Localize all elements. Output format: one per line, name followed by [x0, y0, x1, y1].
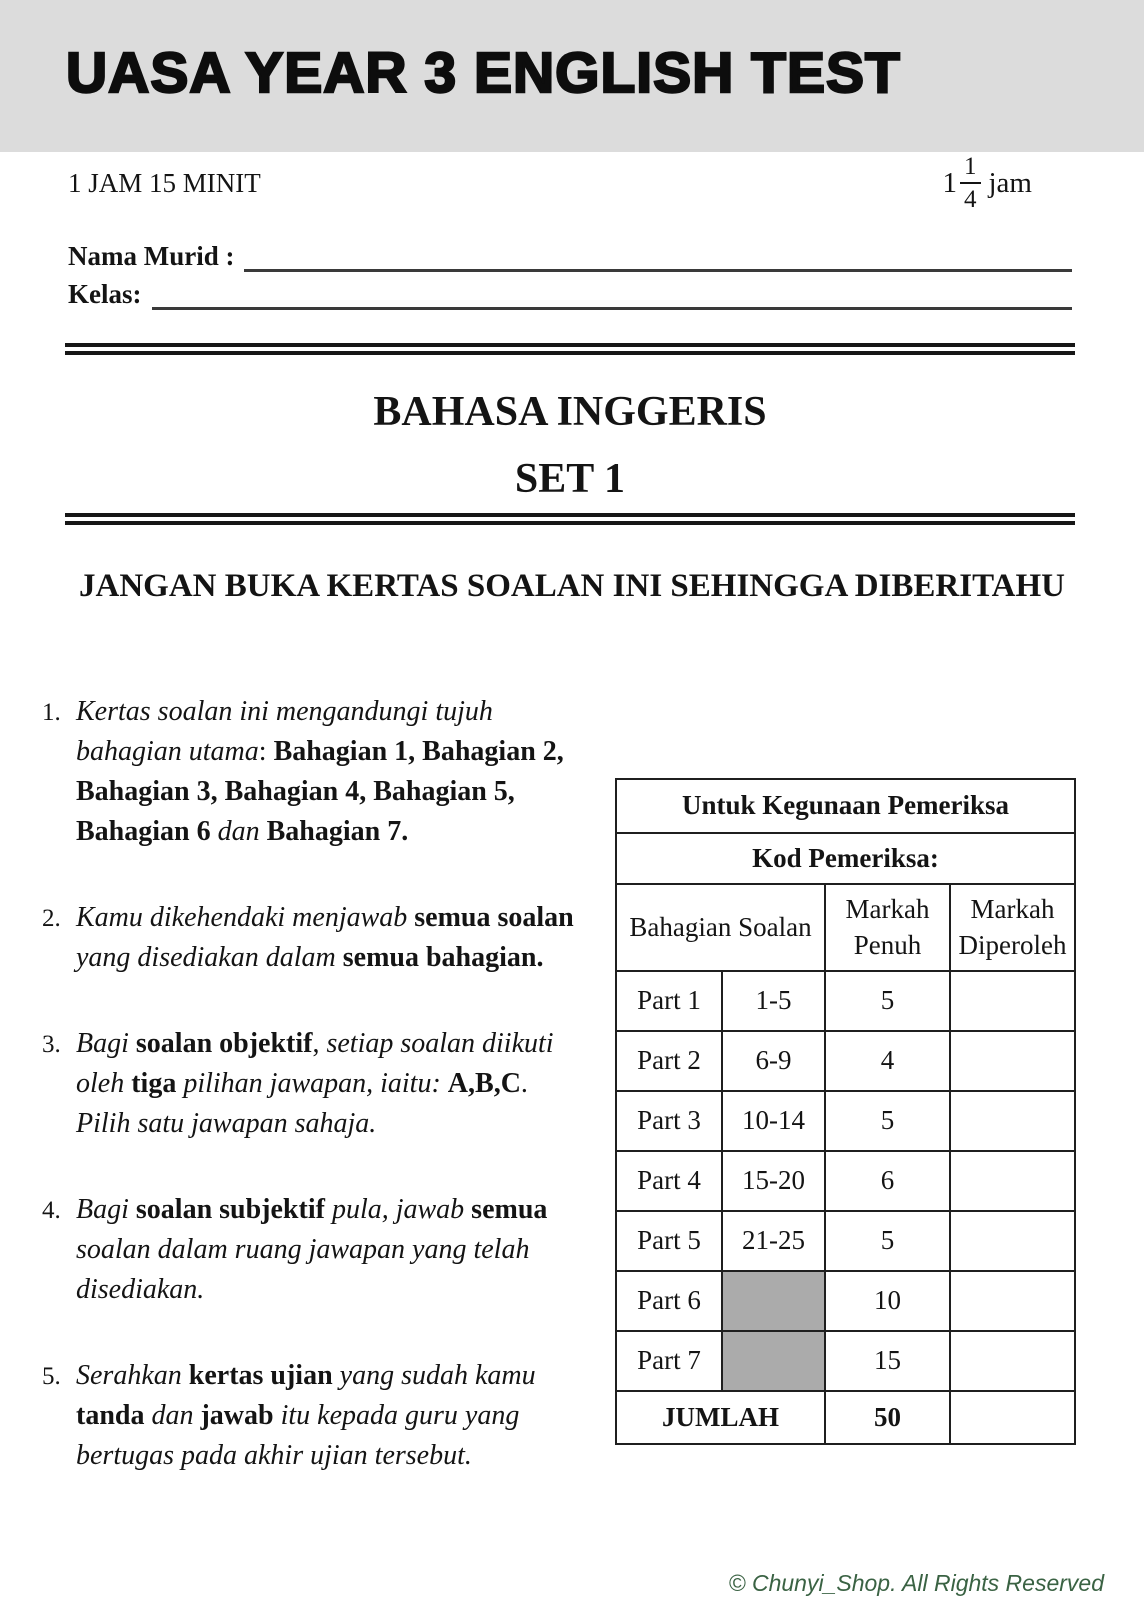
full-marks-cell: 5 [825, 971, 950, 1031]
meta-row [68, 146, 1032, 220]
table-part-row [616, 1331, 1075, 1391]
instruction-number: 1. [42, 699, 61, 726]
instruction-number: 5. [42, 1363, 61, 1390]
instruction-text: Bagi soalan objektif, setiap soalan diikuti oleh tiga pilihan jawapan, iaitu: A,B,C. Pilih satu jawapan sahaja. [76, 1028, 554, 1139]
examiner-table [615, 778, 1076, 1445]
instruction-number: 2. [42, 905, 61, 932]
full-marks-cell: 5 [825, 1091, 950, 1151]
obtained-cell [950, 1151, 1075, 1211]
column-header-bahagian-soalan: Bahagian Soalan [616, 884, 825, 971]
part-cell: Part 6 [616, 1271, 722, 1331]
set-heading: SET 1 [514, 456, 626, 502]
examiner-table-body [616, 779, 1075, 1444]
part-cell: Part 7 [616, 1331, 722, 1391]
instruction-text: Kertas soalan ini mengandungi tujuh bahagian utama: Bahagian 1, Bahagian 2, Bahagian 3, Bahagian 4, Bahagian 5, Bahagian 6 dan Bahagian 7. [76, 696, 564, 847]
part-cell: Part 1 [616, 971, 722, 1031]
instruction-item [42, 1190, 582, 1310]
examiner-code-label: Kod Pemeriksa: [616, 833, 1075, 884]
table-title-row [616, 779, 1075, 833]
total-label-cell: JUMLAH [616, 1391, 825, 1444]
questions-cell: 21-25 [722, 1211, 825, 1271]
total-obtained-cell [950, 1391, 1075, 1444]
full-marks-cell: 15 [825, 1331, 950, 1391]
questions-cell [722, 1331, 825, 1391]
divider-rule-top [65, 343, 1075, 355]
table-part-row [616, 971, 1075, 1031]
fraction-stack [960, 154, 981, 212]
class-field-label: Kelas: [68, 279, 142, 310]
part-cell: Part 5 [616, 1211, 722, 1271]
part-cell: Part 4 [616, 1151, 722, 1211]
obtained-cell [950, 1211, 1075, 1271]
fraction-unit: jam [988, 166, 1032, 199]
class-write-in-line [152, 279, 1073, 310]
table-part-row [616, 1151, 1075, 1211]
instruction-item [42, 1024, 582, 1144]
obtained-cell [950, 1331, 1075, 1391]
table-part-row [616, 1091, 1075, 1151]
total-marks-cell: 50 [825, 1391, 950, 1444]
duration-fraction [943, 154, 1033, 212]
instruction-text: Serahkan kertas ujian yang sudah kamu tanda dan jawab itu kepada guru yang bertugas pada akhir ujian tersebut. [76, 1360, 536, 1471]
name-write-in-line [244, 241, 1072, 272]
fraction-denominator: 4 [964, 186, 977, 213]
column-header-markah-penuh: Markah Penuh [825, 884, 950, 971]
student-fields [68, 238, 1072, 310]
full-marks-cell: 10 [825, 1271, 950, 1331]
name-field-row [68, 238, 1072, 272]
obtained-cell [950, 971, 1075, 1031]
questions-cell: 1-5 [722, 971, 825, 1031]
questions-cell [722, 1271, 825, 1331]
warning-heading: JANGAN BUKA KERTAS SOALAN INI SEHINGGA DIBERITAHU [79, 568, 1065, 604]
questions-cell: 15-20 [722, 1151, 825, 1211]
fraction-whole: 1 [942, 166, 957, 199]
instruction-text: Bagi soalan subjektif pula, jawab semua soalan dalam ruang jawapan yang telah disediakan. [76, 1194, 548, 1305]
class-field-row [68, 276, 1072, 310]
title-banner [0, 0, 1144, 152]
obtained-cell [950, 1271, 1075, 1331]
questions-cell: 10-14 [722, 1091, 825, 1151]
table-part-row [616, 1031, 1075, 1091]
instruction-item [42, 692, 582, 852]
full-marks-cell: 5 [825, 1211, 950, 1271]
instructions-list [42, 692, 582, 1522]
instruction-item [42, 898, 582, 978]
copyright-notice: © Chunyi_Shop. All Rights Reserved [728, 1570, 1104, 1596]
instruction-item [42, 1356, 582, 1476]
table-total-row [616, 1391, 1075, 1444]
questions-cell: 6-9 [722, 1031, 825, 1091]
duration-text: 1 JAM 15 MINIT [68, 167, 261, 198]
table-header-row [616, 884, 1075, 971]
table-code-row [616, 833, 1075, 884]
part-cell: Part 2 [616, 1031, 722, 1091]
table-part-row [616, 1271, 1075, 1331]
table-part-row [616, 1211, 1075, 1271]
obtained-cell [950, 1091, 1075, 1151]
divider-rule-bottom [65, 513, 1075, 525]
full-marks-cell: 4 [825, 1031, 950, 1091]
fraction-numerator: 1 [960, 154, 981, 184]
subject-heading: BAHASA INGGERIS [373, 389, 767, 435]
part-cell: Part 3 [616, 1091, 722, 1151]
table-title: Untuk Kegunaan Pemeriksa [616, 779, 1075, 833]
instruction-text: Kamu dikehendaki menjawab semua soalan yang disediakan dalam semua bahagian. [76, 902, 574, 973]
page-title: UASA YEAR 3 ENGLISH TEST [66, 41, 901, 105]
column-header-markah-diperoleh: Markah Diperoleh [950, 884, 1075, 971]
obtained-cell [950, 1031, 1075, 1091]
instruction-number: 4. [42, 1197, 61, 1224]
instruction-number: 3. [42, 1031, 61, 1058]
name-field-label: Nama Murid : [68, 241, 235, 272]
full-marks-cell: 6 [825, 1151, 950, 1211]
